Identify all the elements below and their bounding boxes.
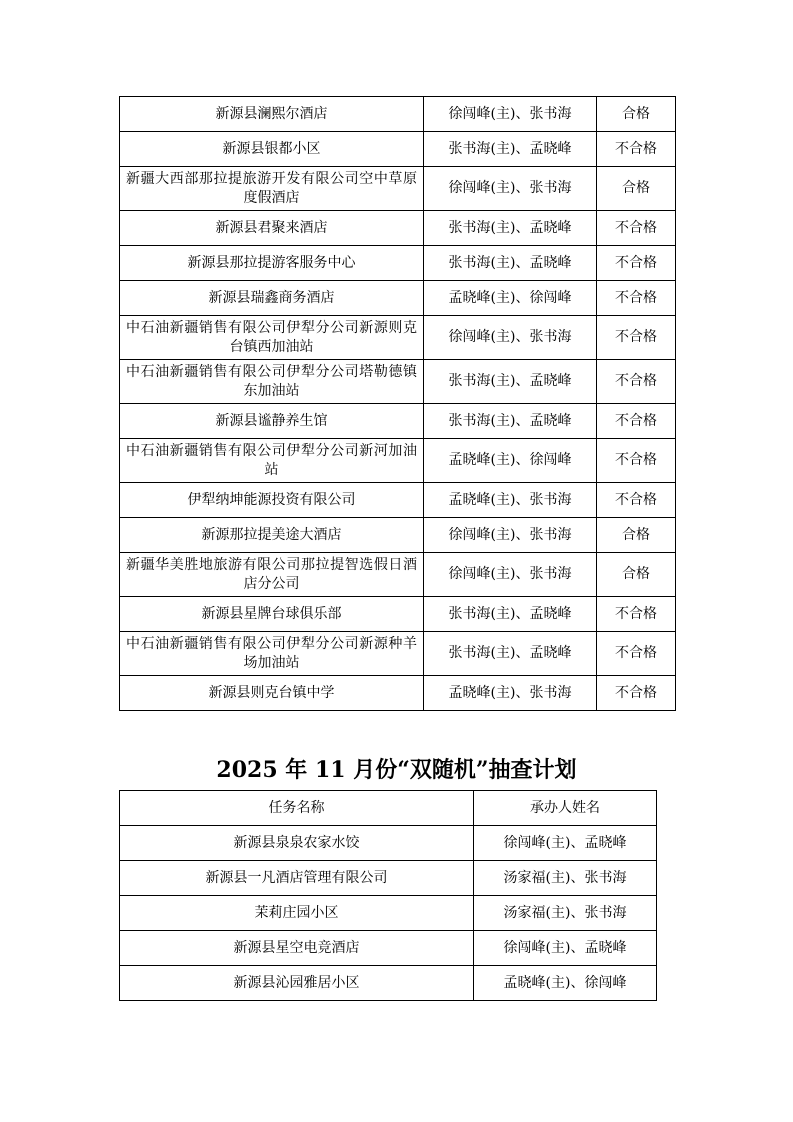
result-cell: 合格: [597, 97, 676, 132]
table-row: [120, 97, 676, 132]
table-row: [120, 246, 676, 281]
person-name-cell: 徐闯峰(主)、孟晓峰: [474, 931, 657, 966]
unit-name-cell: 新源县那拉提游客服务中心: [120, 246, 424, 281]
staff-cell: 张书海(主)、孟晓峰: [424, 360, 597, 404]
table-row: [120, 360, 676, 404]
header-task-name: 任务名称: [120, 791, 474, 826]
staff-cell: 张书海(主)、孟晓峰: [424, 211, 597, 246]
unit-name-cell: 伊犁纳坤能源投资有限公司: [120, 483, 424, 518]
table-row: [120, 132, 676, 167]
table-row: [120, 483, 676, 518]
task-name-cell: 新源县星空电竞酒店: [120, 931, 474, 966]
unit-name-cell: 新源那拉提美途大酒店: [120, 518, 424, 553]
table-row: [120, 518, 676, 553]
unit-name-cell: 新源县星牌台球俱乐部: [120, 597, 424, 632]
staff-cell: 徐闯峰(主)、张书海: [424, 316, 597, 360]
result-cell: 不合格: [597, 597, 676, 632]
unit-name-cell: 新疆大西部那拉提旅游开发有限公司空中草原度假酒店: [120, 167, 424, 211]
unit-name-cell: 中石油新疆销售有限公司伊犁分公司新河加油站: [120, 439, 424, 483]
unit-name-cell: 新源县瑞鑫商务酒店: [120, 281, 424, 316]
staff-cell: 孟晓峰(主)、张书海: [424, 676, 597, 711]
staff-cell: 孟晓峰(主)、徐闯峰: [424, 281, 597, 316]
staff-cell: 孟晓峰(主)、张书海: [424, 483, 597, 518]
person-name-cell: 徐闯峰(主)、孟晓峰: [474, 826, 657, 861]
result-cell: 合格: [597, 518, 676, 553]
unit-name-cell: 新源县银都小区: [120, 132, 424, 167]
result-cell: 不合格: [597, 676, 676, 711]
table-header-row: [120, 791, 657, 826]
staff-cell: 张书海(主)、孟晓峰: [424, 132, 597, 167]
task-name-cell: 茉莉庄园小区: [120, 896, 474, 931]
table-row: [120, 316, 676, 360]
result-cell: 不合格: [597, 483, 676, 518]
unit-name-cell: 新源县君聚来酒店: [120, 211, 424, 246]
person-name-cell: 汤家福(主)、张书海: [474, 896, 657, 931]
section-title: 2025 年 11 月份“双随机”抽查计划: [216, 757, 577, 783]
unit-name-cell: 新源县则克台镇中学: [120, 676, 424, 711]
table-row: [120, 597, 676, 632]
inspection-results-table: [119, 96, 676, 711]
table-row: [120, 931, 657, 966]
table-row: [120, 439, 676, 483]
result-cell: 不合格: [597, 281, 676, 316]
table-row: [120, 167, 676, 211]
result-cell: 不合格: [597, 246, 676, 281]
staff-cell: 孟晓峰(主)、徐闯峰: [424, 439, 597, 483]
table-row: [120, 896, 657, 931]
person-name-cell: 孟晓峰(主)、徐闯峰: [474, 966, 657, 1001]
table-row: [120, 281, 676, 316]
unit-name-cell: 新源县澜熙尔酒店: [120, 97, 424, 132]
unit-name-cell: 新源县谧静养生馆: [120, 404, 424, 439]
result-cell: 合格: [597, 553, 676, 597]
staff-cell: 徐闯峰(主)、张书海: [424, 167, 597, 211]
table-row: [120, 826, 657, 861]
table-row: [120, 553, 676, 597]
table-row: [120, 632, 676, 676]
table-row: [120, 966, 657, 1001]
unit-name-cell: 中石油新疆销售有限公司伊犁分公司新源种羊场加油站: [120, 632, 424, 676]
table-row: [120, 404, 676, 439]
table-row: [120, 676, 676, 711]
staff-cell: 张书海(主)、孟晓峰: [424, 632, 597, 676]
result-cell: 不合格: [597, 211, 676, 246]
staff-cell: 张书海(主)、孟晓峰: [424, 597, 597, 632]
inspection-plan-table: [119, 790, 657, 1001]
person-name-cell: 汤家福(主)、张书海: [474, 861, 657, 896]
unit-name-cell: 中石油新疆销售有限公司伊犁分公司塔勒德镇东加油站: [120, 360, 424, 404]
result-cell: 不合格: [597, 404, 676, 439]
staff-cell: 张书海(主)、孟晓峰: [424, 404, 597, 439]
result-cell: 不合格: [597, 132, 676, 167]
table-row: [120, 861, 657, 896]
task-name-cell: 新源县一凡酒店管理有限公司: [120, 861, 474, 896]
result-cell: 合格: [597, 167, 676, 211]
staff-cell: 徐闯峰(主)、张书海: [424, 553, 597, 597]
result-cell: 不合格: [597, 316, 676, 360]
staff-cell: 徐闯峰(主)、张书海: [424, 518, 597, 553]
unit-name-cell: 中石油新疆销售有限公司伊犁分公司新源则克台镇西加油站: [120, 316, 424, 360]
task-name-cell: 新源县泉泉农家水饺: [120, 826, 474, 861]
header-person-name: 承办人姓名: [474, 791, 657, 826]
result-cell: 不合格: [597, 632, 676, 676]
result-cell: 不合格: [597, 439, 676, 483]
table-row: [120, 211, 676, 246]
unit-name-cell: 新疆华美胜地旅游有限公司那拉提智选假日酒店分公司: [120, 553, 424, 597]
staff-cell: 徐闯峰(主)、张书海: [424, 97, 597, 132]
task-name-cell: 新源县沁园雅居小区: [120, 966, 474, 1001]
result-cell: 不合格: [597, 360, 676, 404]
staff-cell: 张书海(主)、孟晓峰: [424, 246, 597, 281]
